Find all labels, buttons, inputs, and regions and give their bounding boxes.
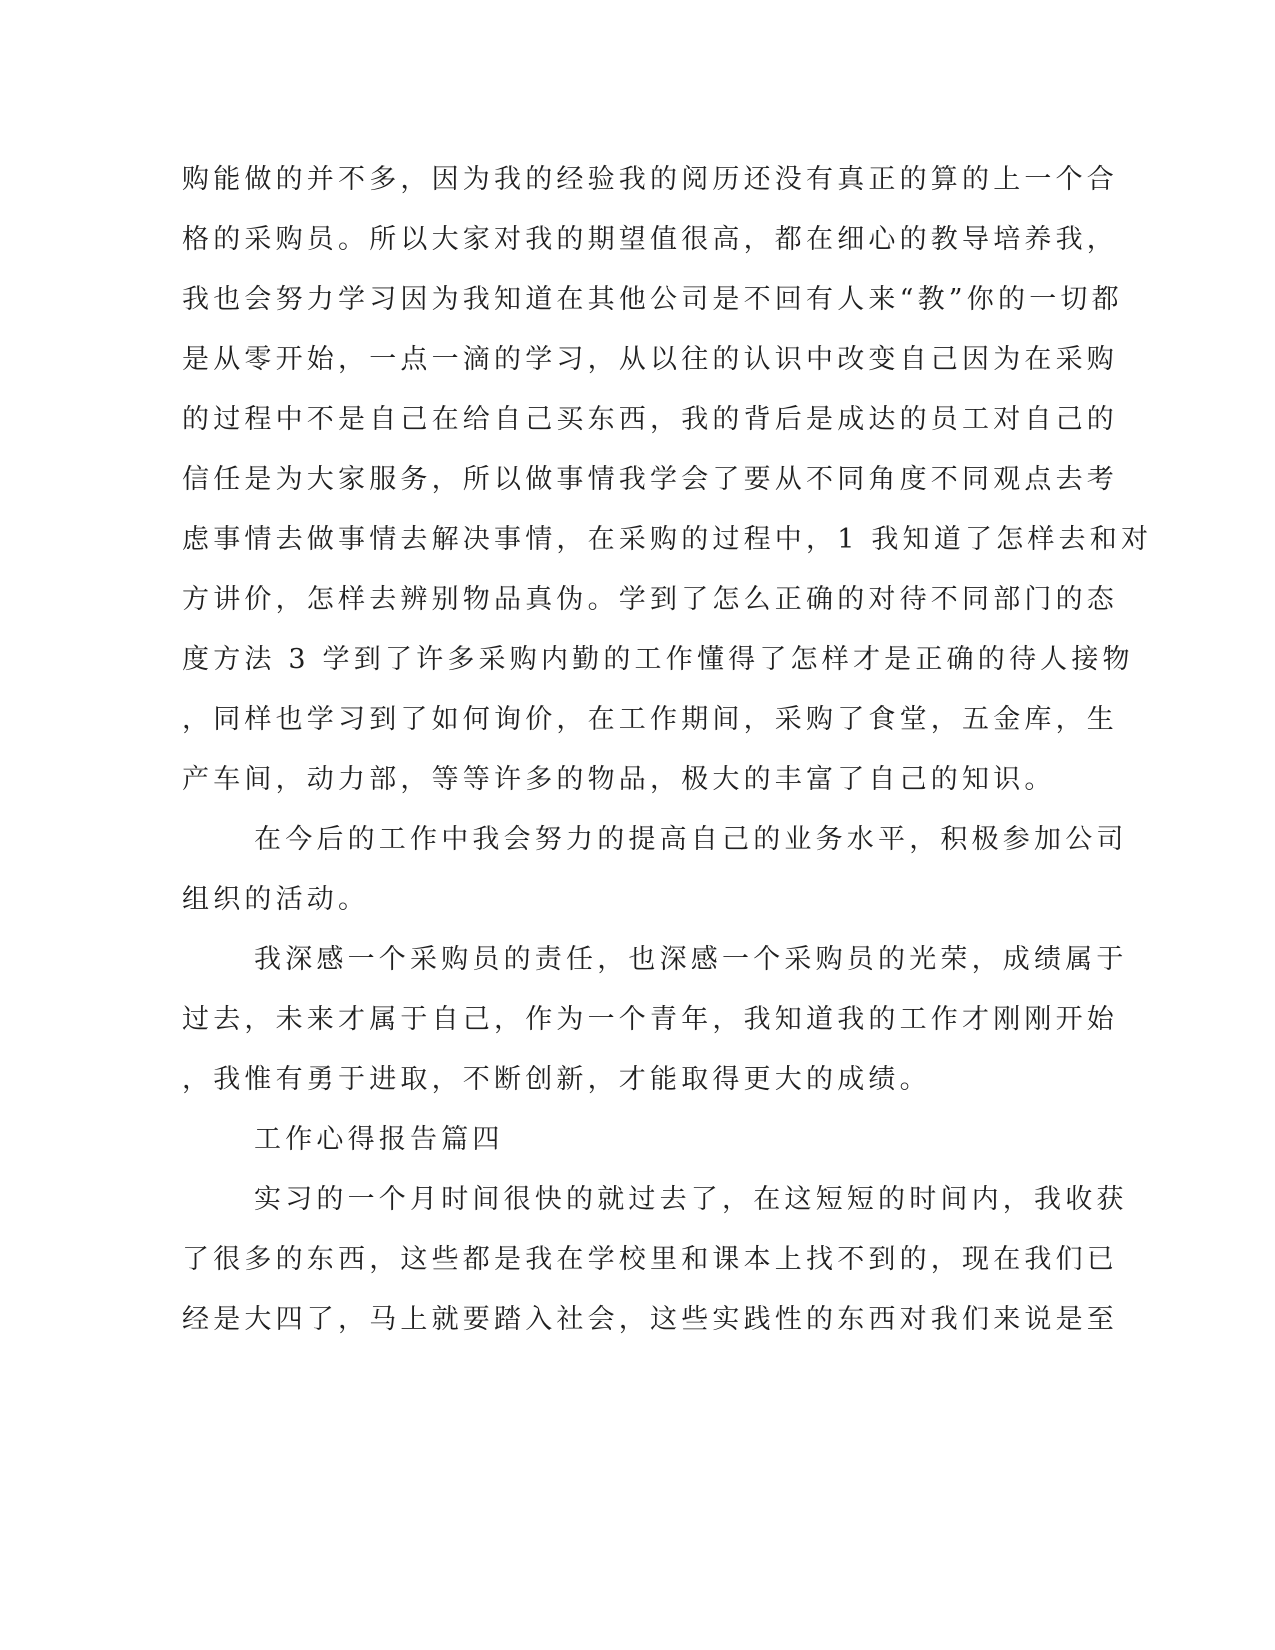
text-line: 组织的活动。: [182, 884, 370, 915]
text-line: 的过程中不是自己在给自己买东西，我的背后是成达的员工对自己的: [182, 404, 1118, 435]
document-body: [182, 150, 1153, 1350]
text-line: 虑事情去做事情去解决事情，在采购的过程中，1 我知道了怎样去和对: [182, 524, 1153, 555]
text-line: 了很多的东西，这些都是我在学校里和课本上找不到的，现在我们已: [182, 1244, 1118, 1275]
text-line: 是从零开始，一点一滴的学习，从以往的认识中改变自己因为在采购: [182, 344, 1118, 375]
text-line: 购能做的并不多，因为我的经验我的阅历还没有真正的算的上一个合: [182, 164, 1118, 195]
text-line: 经是大四了，马上就要踏入社会，这些实践性的东西对我们来说是至: [182, 1304, 1118, 1335]
text-line: 我也会努力学习因为我知道在其他公司是不回有人来“教”你的一切都: [182, 284, 1123, 315]
paragraph-start-line: 我深感一个采购员的责任，也深感一个采购员的光荣，成绩属于: [254, 944, 1128, 975]
text-line: ，同样也学习到了如何询价，在工作期间，采购了食堂，五金库，生: [182, 704, 1118, 735]
paragraph-start-line: 在今后的工作中我会努力的提高自己的业务水平，积极参加公司: [254, 824, 1128, 855]
text-line: 信任是为大家服务，所以做事情我学会了要从不同角度不同观点去考: [182, 464, 1118, 495]
text-line: 产车间，动力部，等等许多的物品，极大的丰富了自己的知识。: [182, 764, 1056, 795]
paragraph-start-line: 实习的一个月时间很快的就过去了，在这短短的时间内，我收获: [254, 1184, 1128, 1215]
section-heading: 工作心得报告篇四: [254, 1124, 504, 1155]
text-line: 方讲价，怎样去辨别物品真伪。学到了怎么正确的对待不同部门的态: [182, 584, 1118, 615]
text-line: 度方法 3 学到了许多采购内勤的工作懂得了怎样才是正确的待人接物: [182, 644, 1134, 675]
text-line: 过去，未来才属于自己，作为一个青年，我知道我的工作才刚刚开始: [182, 1004, 1118, 1035]
text-line: 格的采购员。所以大家对我的期望值很高，都在细心的教导培养我，: [182, 224, 1118, 255]
text-line: ，我惟有勇于进取，不断创新，才能取得更大的成绩。: [182, 1064, 931, 1095]
